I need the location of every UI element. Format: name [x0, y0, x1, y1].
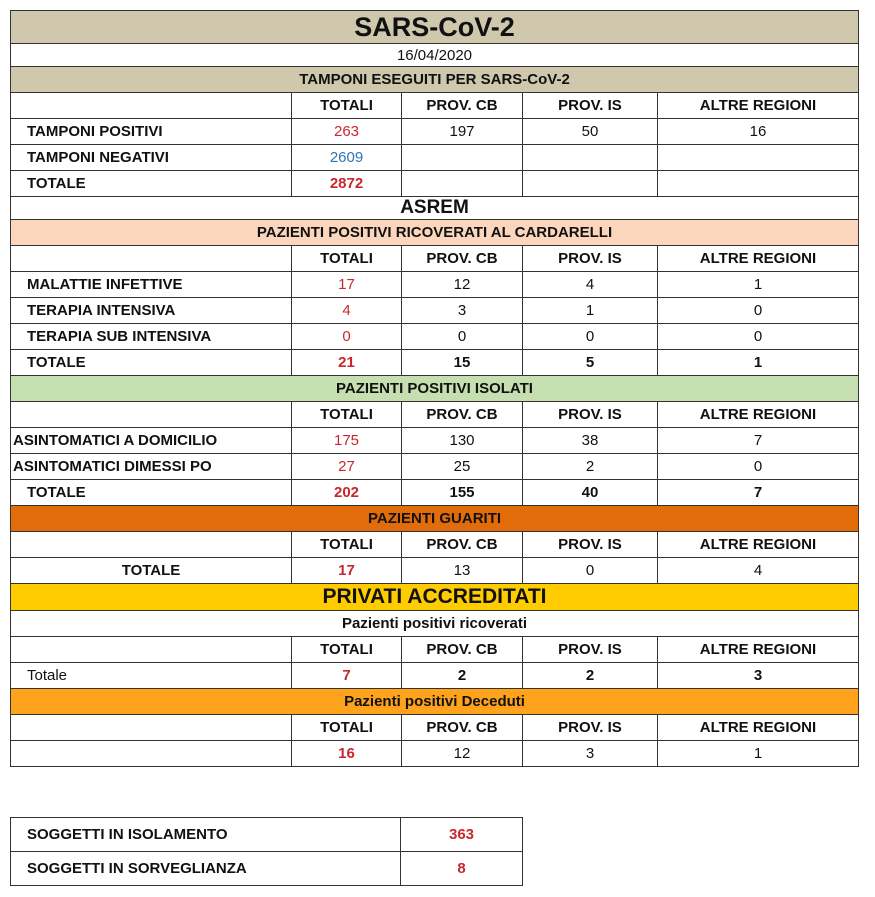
table-row [11, 428, 859, 454]
cell-prov-is: 40 [523, 480, 658, 506]
sorveglianza-label: SOGGETTI IN SORVEGLIANZA [11, 852, 401, 886]
cell-prov-is: 0 [523, 324, 658, 350]
cell-altre-regioni: 0 [658, 454, 859, 480]
cell-prov-is: 3 [523, 741, 658, 767]
isolamento-value: 363 [401, 818, 523, 852]
cell-prov-is: 50 [523, 119, 658, 145]
row-label: ASINTOMATICI DIMESSI PO [11, 454, 292, 480]
table-row [11, 480, 859, 506]
summary-table [10, 817, 523, 886]
sorveglianza-value: 8 [401, 852, 523, 886]
cell-totali: 175 [292, 428, 402, 454]
privati-header: PRIVATI ACCREDITATI [11, 584, 859, 611]
cell-prov-cb: 130 [402, 428, 523, 454]
col-prov-is: PROV. IS [523, 93, 658, 119]
table-row [11, 663, 859, 689]
table-row [11, 741, 859, 767]
col-totali: TOTALI [292, 637, 402, 663]
cell-totali: 202 [292, 480, 402, 506]
cell-prov-is: 5 [523, 350, 658, 376]
col-altre-regioni: ALTRE REGIONI [658, 532, 859, 558]
cell-prov-cb: 2 [402, 663, 523, 689]
table-row [11, 818, 523, 852]
col-altre-regioni: ALTRE REGIONI [658, 402, 859, 428]
tamponi-col-header-row [11, 93, 859, 119]
cell-altre-regioni: 7 [658, 480, 859, 506]
col-totali: TOTALI [292, 246, 402, 272]
row-label: TERAPIA SUB INTENSIVA [11, 324, 292, 350]
cardarelli-header: PAZIENTI POSITIVI RICOVERATI AL CARDARELLI [11, 220, 859, 246]
table-row [11, 454, 859, 480]
cell-totali: 21 [292, 350, 402, 376]
ricoverati-header: Pazienti positivi ricoverati [11, 611, 859, 637]
table-row [11, 171, 859, 197]
isolamento-label: SOGGETTI IN ISOLAMENTO [11, 818, 401, 852]
col-altre-regioni: ALTRE REGIONI [658, 637, 859, 663]
row-label: Totale [11, 663, 292, 689]
col-altre-regioni: ALTRE REGIONI [658, 93, 859, 119]
asrem-header: ASREM [11, 197, 859, 220]
isolati-header: PAZIENTI POSITIVI ISOLATI [11, 376, 859, 402]
row-label: TOTALE [11, 480, 292, 506]
col-prov-cb: PROV. CB [402, 532, 523, 558]
ricoverati-col-header-row [11, 637, 859, 663]
col-prov-is: PROV. IS [523, 715, 658, 741]
deceduti-header: Pazienti positivi Deceduti [11, 689, 859, 715]
cell-prov-is: 2 [523, 663, 658, 689]
cell-prov-cb: 15 [402, 350, 523, 376]
col-totali: TOTALI [292, 532, 402, 558]
cell-altre-regioni: 4 [658, 558, 859, 584]
cell-prov-cb: 0 [402, 324, 523, 350]
col-prov-cb: PROV. CB [402, 715, 523, 741]
cell-prov-is: 2 [523, 454, 658, 480]
table-row [11, 324, 859, 350]
col-altre-regioni: ALTRE REGIONI [658, 246, 859, 272]
table-row [11, 119, 859, 145]
row-label: TOTALE [11, 558, 292, 584]
cell-prov-is: 38 [523, 428, 658, 454]
table-row [11, 558, 859, 584]
cell-altre-regioni: 7 [658, 428, 859, 454]
table-row [11, 350, 859, 376]
col-prov-is: PROV. IS [523, 637, 658, 663]
cell-prov-cb: 3 [402, 298, 523, 324]
isolati-col-header-row [11, 402, 859, 428]
cell-totali: 263 [292, 119, 402, 145]
cell-prov-cb: 155 [402, 480, 523, 506]
row-label: TOTALE [11, 350, 292, 376]
row-label: TAMPONI POSITIVI [11, 119, 292, 145]
col-prov-is: PROV. IS [523, 246, 658, 272]
guariti-header: PAZIENTI GUARITI [11, 506, 859, 532]
cell-altre-regioni: 3 [658, 663, 859, 689]
row-label: ASINTOMATICI A DOMICILIO [11, 428, 292, 454]
cell-prov-is: 4 [523, 272, 658, 298]
col-prov-is: PROV. IS [523, 402, 658, 428]
tamponi-header: TAMPONI ESEGUITI PER SARS-CoV-2 [11, 67, 859, 93]
covid-report-table [10, 10, 859, 767]
cell-totali: 17 [292, 558, 402, 584]
table-row [11, 145, 859, 171]
cell-altre-regioni: 16 [658, 119, 859, 145]
cell-totali: 16 [292, 741, 402, 767]
cell-prov-cb: 12 [402, 272, 523, 298]
col-totali: TOTALI [292, 715, 402, 741]
cell-altre-regioni: 1 [658, 350, 859, 376]
cell-totali: 2872 [292, 171, 402, 197]
table-row [11, 272, 859, 298]
guariti-col-header-row [11, 532, 859, 558]
col-altre-regioni: ALTRE REGIONI [658, 715, 859, 741]
cell-totali: 4 [292, 298, 402, 324]
cell-prov-cb: 197 [402, 119, 523, 145]
cardarelli-col-header-row [11, 246, 859, 272]
cell-prov-is: 0 [523, 558, 658, 584]
cell-altre-regioni: 0 [658, 324, 859, 350]
cell-altre-regioni: 0 [658, 298, 859, 324]
table-row [11, 852, 523, 886]
col-prov-cb: PROV. CB [402, 93, 523, 119]
deceduti-col-header-row [11, 715, 859, 741]
row-label: MALATTIE INFETTIVE [11, 272, 292, 298]
cell-totali: 27 [292, 454, 402, 480]
cell-totali: 2609 [292, 145, 402, 171]
row-label: TERAPIA INTENSIVA [11, 298, 292, 324]
col-totali: TOTALI [292, 402, 402, 428]
cell-totali: 0 [292, 324, 402, 350]
cell-totali: 17 [292, 272, 402, 298]
col-prov-cb: PROV. CB [402, 637, 523, 663]
cell-totali: 7 [292, 663, 402, 689]
col-totali: TOTALI [292, 93, 402, 119]
report-date: 16/04/2020 [11, 44, 859, 67]
report-title: SARS-CoV-2 [11, 11, 859, 44]
row-label: TOTALE [11, 171, 292, 197]
cell-prov-cb: 12 [402, 741, 523, 767]
table-row [11, 298, 859, 324]
cell-prov-cb: 13 [402, 558, 523, 584]
col-prov-cb: PROV. CB [402, 402, 523, 428]
cell-prov-is: 1 [523, 298, 658, 324]
col-prov-is: PROV. IS [523, 532, 658, 558]
cell-altre-regioni: 1 [658, 272, 859, 298]
cell-altre-regioni: 1 [658, 741, 859, 767]
cell-prov-cb: 25 [402, 454, 523, 480]
row-label: TAMPONI NEGATIVI [11, 145, 292, 171]
col-prov-cb: PROV. CB [402, 246, 523, 272]
